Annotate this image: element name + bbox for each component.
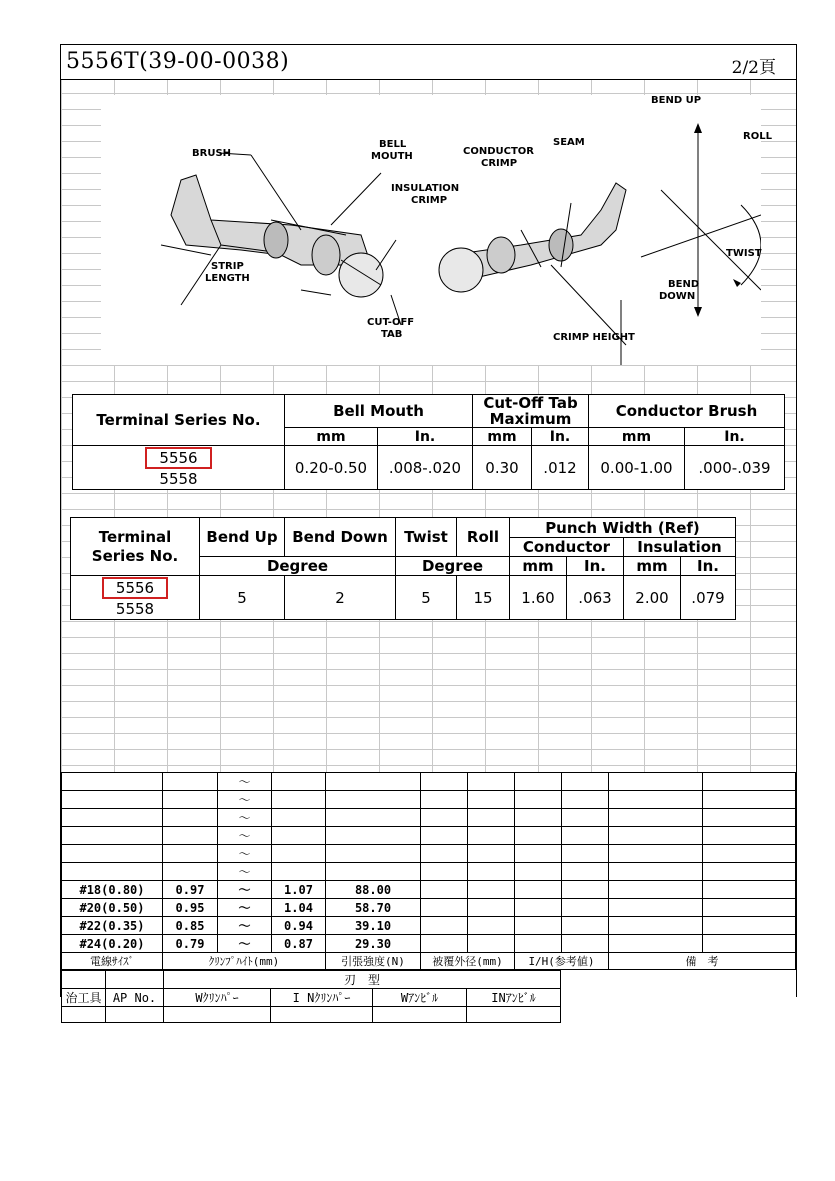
wire-size: #22(0.35) (62, 917, 163, 935)
t2-cond-mm: 1.60 (510, 576, 567, 620)
t1-series-5558: 5558 (159, 469, 198, 488)
label-cutoff-tab-1: CUT-OFF (367, 317, 415, 328)
t2-header-series-line2: Series No. (91, 546, 179, 565)
header-wire-size: 電線ｻｲｽﾞ (62, 953, 163, 970)
t1-header-series: Terminal Series No. (73, 395, 285, 446)
page-number: 2/2頁 (731, 58, 776, 78)
t2-bend-down: 2 (285, 576, 396, 620)
terminal-diagram (101, 95, 772, 365)
t1-series (73, 446, 285, 490)
crimp-min: 0.95 (163, 899, 218, 917)
ap-no-header: AP No. (106, 989, 164, 1007)
tilde: ～ (218, 791, 272, 809)
t1-unit-in: In. (685, 428, 785, 446)
table-row (62, 917, 796, 935)
t2-degree: Degree (396, 557, 510, 576)
table-row (62, 791, 796, 809)
t2-header-bend-up: Bend Up (200, 518, 285, 557)
label-bend-down-2: DOWN (659, 291, 696, 302)
tilde: ～ (218, 773, 272, 791)
t2-unit-in: In. (567, 557, 624, 576)
table-row (62, 899, 796, 917)
t2-degree: Degree (200, 557, 396, 576)
tooling-table (61, 970, 561, 1023)
t1-cut-mm: 0.30 (473, 446, 532, 490)
label-bend-up: BEND UP (651, 95, 702, 106)
wire-size: #18(0.80) (62, 881, 163, 899)
t1-bell-in: .008-.020 (378, 446, 473, 490)
t1-header-cutoff-line2: Maximum (489, 410, 572, 428)
crimp-max: 1.04 (272, 899, 326, 917)
label-bell-mouth-2: MOUTH (371, 151, 413, 162)
t1-header-cutoff (473, 395, 589, 428)
tilde: ～ (218, 881, 272, 899)
spec-table-2 (70, 517, 736, 620)
t2-header-punch: Punch Width (Ref) (510, 518, 736, 538)
wire-size: #24(0.20) (62, 935, 163, 953)
crimp-min: 0.85 (163, 917, 218, 935)
header-note: 備 考 (609, 953, 796, 970)
label-insulation-crimp-1: INSULATION (391, 183, 460, 194)
w-anvil-header: Wｱﾝﾋﾞﾙ (373, 989, 467, 1007)
t2-bend-up: 5 (200, 576, 285, 620)
t2-unit-in: In. (681, 557, 736, 576)
crimp-data-table (61, 772, 796, 970)
t1-unit-in: In. (532, 428, 589, 446)
t2-series-5558: 5558 (115, 599, 155, 618)
table-row (62, 863, 796, 881)
t1-cut-in: .012 (532, 446, 589, 490)
label-insulation-crimp-2: CRIMP (411, 195, 448, 206)
label-bell-mouth-1: BELL (379, 139, 407, 150)
t2-cond-in: .063 (567, 576, 624, 620)
label-conductor-crimp-2: CRIMP (481, 158, 518, 169)
tilde: ～ (218, 863, 272, 881)
t1-brush-in: .000-.039 (685, 446, 785, 490)
sheet-header (61, 45, 796, 80)
t1-bell-mm: 0.20-0.50 (285, 446, 378, 490)
tilde: ～ (218, 845, 272, 863)
t2-header-insulation: Insulation (624, 538, 736, 557)
t1-series-5556: 5556 (145, 447, 211, 469)
tilde: ～ (218, 917, 272, 935)
spec-table-1 (72, 394, 785, 490)
t2-unit-mm: mm (510, 557, 567, 576)
tensile-force: 58.70 (326, 899, 421, 917)
t1-unit-mm: mm (589, 428, 685, 446)
crimp-min: 0.79 (163, 935, 218, 953)
table-row (62, 845, 796, 863)
crimp-min: 0.97 (163, 881, 218, 899)
t1-header-brush: Conductor Brush (589, 395, 785, 428)
spec-sheet (60, 44, 797, 1005)
label-seam: SEAM (553, 137, 585, 148)
t2-header-series (71, 518, 200, 576)
tilde: ～ (218, 809, 272, 827)
in-anvil-header: INｱﾝﾋﾞﾙ (467, 989, 561, 1007)
t2-ins-mm: 2.00 (624, 576, 681, 620)
label-twist: TWIST (726, 248, 762, 259)
w-crimper-header: Wｸﾘﾝﾊﾟｰ (164, 989, 271, 1007)
t2-ins-in: .079 (681, 576, 736, 620)
terminal-illustration (101, 95, 761, 365)
t1-brush-mm: 0.00-1.00 (589, 446, 685, 490)
t2-header-bend-down: Bend Down (285, 518, 396, 557)
tilde: ～ (218, 935, 272, 953)
t2-header-series-line1: Terminal (98, 527, 172, 546)
label-bend-down-1: BEND (668, 279, 700, 290)
t2-header-conductor: Conductor (510, 538, 624, 557)
tensile-force: 39.10 (326, 917, 421, 935)
table-row (62, 809, 796, 827)
t2-unit-mm: mm (624, 557, 681, 576)
table-row (62, 827, 796, 845)
table-row (62, 935, 796, 953)
label-conductor-crimp-1: CONDUCTOR (463, 146, 534, 157)
t1-header-cutoff-line1: Cut-Off Tab (483, 394, 578, 412)
part-title: 5556T(39-00-0038) (66, 49, 290, 74)
t1-unit-in: In. (378, 428, 473, 446)
t1-unit-mm: mm (473, 428, 532, 446)
wire-size: #20(0.50) (62, 899, 163, 917)
t2-header-twist: Twist (396, 518, 457, 557)
tilde: ～ (218, 827, 272, 845)
blade-header: 刃 型 (164, 971, 561, 989)
crimp-max: 0.94 (272, 917, 326, 935)
header-tensile: 引張強度(N) (326, 953, 421, 970)
tensile-force: 29.30 (326, 935, 421, 953)
t2-twist: 5 (396, 576, 457, 620)
t2-roll: 15 (457, 576, 510, 620)
t2-series (71, 576, 200, 620)
t2-header-roll: Roll (457, 518, 510, 557)
crimp-max: 0.87 (272, 935, 326, 953)
in-crimper-header: I Nｸﾘﾝﾊﾟｰ (271, 989, 373, 1007)
tensile-force: 88.00 (326, 881, 421, 899)
jig-header: 治工具 (62, 989, 106, 1007)
label-crimp-height: CRIMP HEIGHT (553, 332, 635, 343)
header-outer-diameter: 被覆外径(mm) (421, 953, 515, 970)
t1-header-bell: Bell Mouth (285, 395, 473, 428)
label-brush: BRUSH (192, 148, 232, 159)
t1-unit-mm: mm (285, 428, 378, 446)
crimp-data-section (61, 772, 796, 1023)
t2-series-5556: 5556 (102, 577, 168, 599)
table-row (62, 881, 796, 899)
crimp-max: 1.07 (272, 881, 326, 899)
label-cutoff-tab-2: TAB (381, 329, 403, 340)
table-row (62, 773, 796, 791)
header-crimp-height: ｸﾘﾝﾌﾟﾊｲﾄ(mm) (163, 953, 326, 970)
label-strip-length-2: LENGTH (205, 273, 250, 284)
tilde: ～ (218, 899, 272, 917)
label-roll: ROLL (743, 131, 772, 142)
header-ih: I/H(参考値) (515, 953, 609, 970)
table-header-row (62, 953, 796, 970)
label-strip-length-1: STRIP (211, 261, 244, 272)
